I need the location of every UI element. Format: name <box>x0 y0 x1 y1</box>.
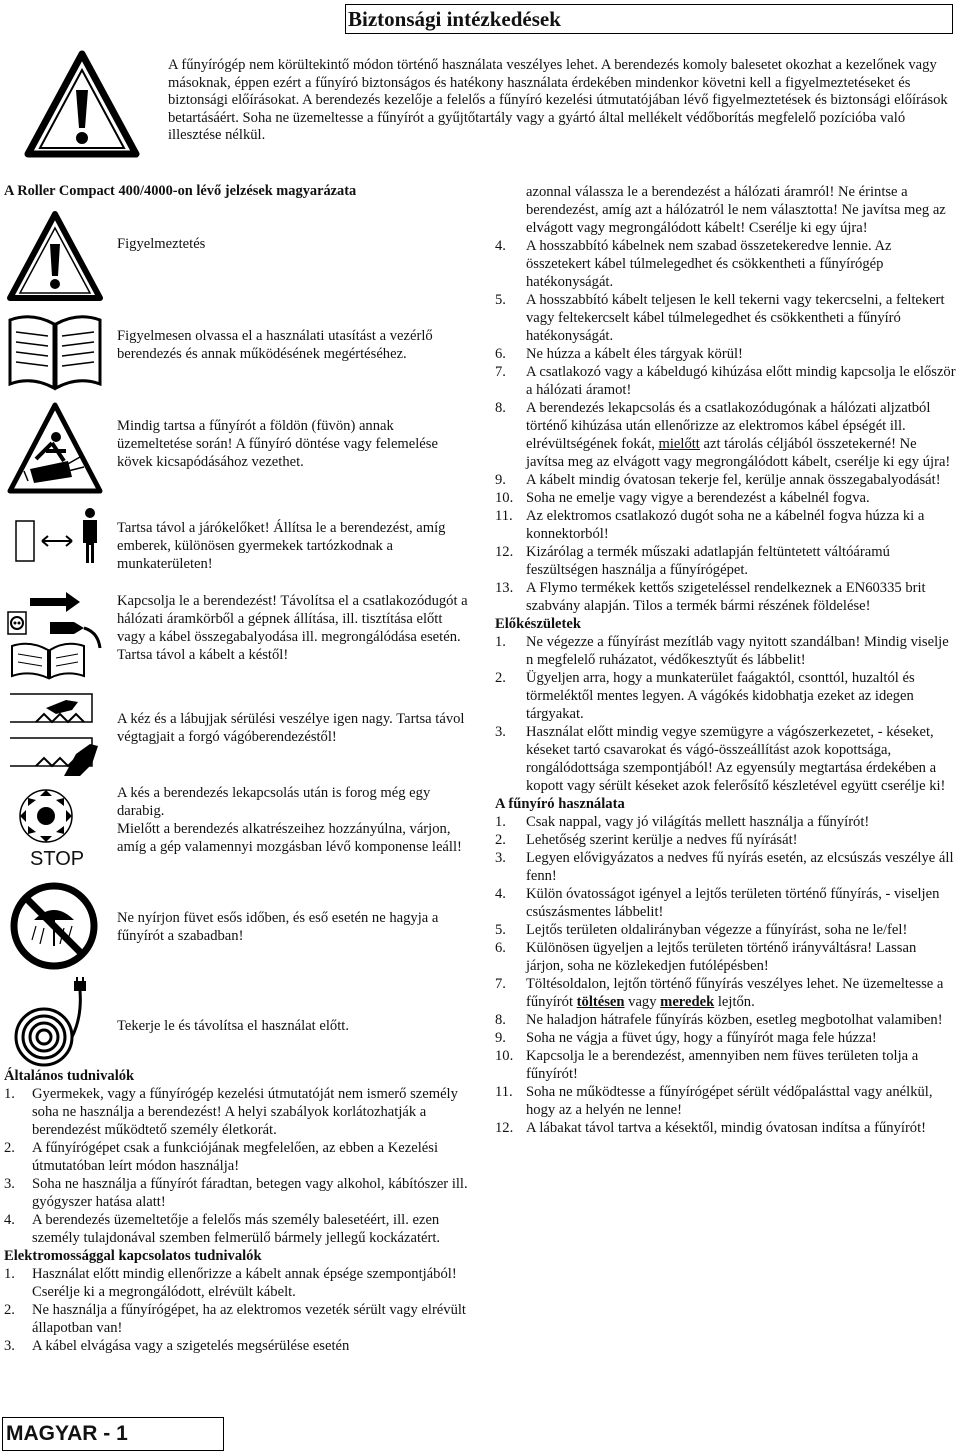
list-item: 9. A kábelt mindig óvatosan tekerje fel, kerülje annak összegabalyodását! <box>495 472 941 488</box>
page-title: Biztonsági intézkedések <box>348 7 561 31</box>
symbol-text: Ne nyírjon füvet esős időben, és eső esetén ne hagyja a fűnyírót a szabadban! <box>117 910 439 944</box>
warning-triangle-icon <box>6 210 104 302</box>
list-item: 12. Kizárólag a termék műszaki adatlapján feltüntetett váltóáramú feszültségen használja a fűnyírógépet. <box>495 544 890 578</box>
list-item: 1. Használat előtt mindig ellenőrizze a kábelt annak épsége szempontjából! Cserélje ki a megrongálódott, elrévült kábelt. <box>4 1266 457 1300</box>
no-rain-icon <box>6 880 104 972</box>
warning-triangle-icon <box>24 50 140 158</box>
symbol-text: Mindig tartsa a fűnyírót a földön (füvön) annak üzemeltetése során! A fűnyíró döntése vagy felemelése kövek kicsapódásához vezethet. <box>117 418 438 470</box>
list-item: 11. Soha ne működtesse a fűnyírógépet sérült védőpalásttal vagy anélkül, hogy az a helyén ne lenne! <box>495 1084 933 1118</box>
list-item: 1. Csak nappal, vagy jó világítás mellett használja a fűnyírót! <box>495 814 870 830</box>
list-item: 7. Töltésoldalon, lejtőn történő fűnyírás veszélyes lehet. Ne üzemeltesse a fűnyírót töltésen vagy meredek lejtőn. <box>495 976 944 1010</box>
electrical-heading: Elektromossággal kapcsolatos tudnivalók <box>4 1248 262 1264</box>
symbol-text: A kéz és a lábujjak sérülési veszélye igen nagy. Tartsa távol végtagjait a forgó vágóberendezéstől! <box>117 711 465 745</box>
usage-list <box>495 813 957 1137</box>
symbol-text: Kapcsolja le a berendezést! Távolítsa el a csatlakozódugót a hálózati áramkörből a gépnek állítása, ill. tisztítása előtt vagy a kábel összegabalyodása ill. megrongálódása esetén. Tartsa távol a kábelt a késtől! <box>117 593 468 663</box>
list-item: 5. A hosszabbító kábelt teljesen le kell tekerni vagy tekercselni, a feltekert vagy feltekercselt kábel túlmelegedhet és csökkentheti a fűnyíró hatékonyságát. <box>495 292 945 344</box>
list-item: 2. Lehetőség szerint kerülje a nedves fű nyírását! <box>495 832 798 848</box>
electrical-continuation: azonnal válassza le a berendezést a hálózati áramról! Ne érintse a berendezést, amíg azt a hálózatról le nem választotta! Ne javítsa meg az elvágott vagy megrongálódott kábelt! Cserélje ki egy újra! <box>526 184 946 236</box>
list-item: 7. A csatlakozó vagy a kábeldugó kihúzása előtt mindig kapcsolja le először a hálózati áramot! <box>495 364 956 398</box>
symbol-text: Tartsa távol a járókelőket! Állítsa le a berendezést, amíg emberek, különösen gyermekek tartózkodnak a munkaterületen! <box>117 520 446 572</box>
intro-block <box>168 57 958 145</box>
bystander-distance-icon <box>6 505 104 565</box>
list-item: 2. Ügyeljen arra, hogy a munkaterület faágaktól, csonttól, huzaltól és törmeléktől mentes legyen. A vágókés kidobhatja ezeket az idegen tárgyakat. <box>495 670 915 722</box>
general-section <box>4 1067 482 1355</box>
tipping-hazard-icon <box>6 401 104 496</box>
coiled-cable-icon <box>6 977 104 1069</box>
symbol-text: Tekerje le és távolítsa el használat előtt. <box>117 1018 349 1034</box>
stop-label: STOP <box>30 848 85 870</box>
list-item: 2. A fűnyírógépet csak a funkciójának megfelelően, az ebben a Kezelési útmutatóban leírt módon használja! <box>4 1140 439 1174</box>
list-item: 4. Külön óvatosságot igényel a lejtős területen történő fűnyírás, - viseljen csúszásmentes lábbelit! <box>495 886 940 920</box>
list-item: 13. A Flymo termékek kettős szigeteléssel rendelkeznek a EN60335 brit szabvány alapján. Tilos a termék bármi részének földelése! <box>495 580 926 614</box>
footer-box <box>2 1417 224 1451</box>
symbol-text: Figyelmesen olvassa el a használati utasítást a vezérlő berendezés és annak működésének megértéséhez. <box>117 328 433 362</box>
general-list <box>4 1085 482 1247</box>
title-box <box>345 4 953 34</box>
list-item: 1. Ne végezze a fűnyírást mezítláb vagy nyitott szandálban! Mindig viselje n megfelelő ruházatot, védőkesztyűt és lábbelit! <box>495 634 949 668</box>
preparation-heading: Előkészületek <box>495 616 581 632</box>
right-column <box>495 183 957 1137</box>
blade-hand-foot-icon <box>6 688 104 780</box>
unplug-before-maintenance-icon <box>6 588 104 680</box>
electrical-list <box>4 1265 482 1355</box>
list-item: 10. Soha ne emelje vagy vigye a berendezést a kábelnél fogva. <box>495 490 870 506</box>
list-item: 9. Soha ne vágja a füvet úgy, hogy a fűnyírót maga fele húzza! <box>495 1030 877 1046</box>
intro-text: A fűnyírógép nem körültekintő módon történő használata veszélyes lehet. A berendezés komoly balesetet okozhat a kezelőnek vagy másoknak, éppen ezért a fűnyíró biztonságos és hatékony használata érdekében mindenkor követni kell a figyelmeztetéseket és biztonsági előírásokat. A berendezés kezelője a felelős a fűnyíró kezelési útmutatójában lévő figyelmeztetések és biztonsági előírások betartásáért. Soha ne üzemeltesse a fűnyírót a gyűjtőtartály vagy a gyártó által mellékelt védőborítás megfelelő pozícióba való illesztése nélkül. <box>168 57 948 144</box>
list-item: 11. Az elektromos csatlakozó dugót soha ne a kábelnél fogva húzza ki a konnektorból! <box>495 508 925 542</box>
list-item: 5. Lejtős területen oldalirányban végezze a fűnyírást, soha ne le/fel! <box>495 922 908 938</box>
list-item: 1. Gyermekek, vagy a fűnyírógép kezelési útmutatóját nem ismerő személy soha ne használja a berendezést! A helyi szabályok korlátozhatják a berendezést működtető személy életkorát. <box>4 1086 458 1138</box>
list-item: 3. Soha ne használja a fűnyírót fáradtan, betegen vagy alkohol, kábítószer ill. gyógyszer hatása alatt! <box>4 1176 468 1210</box>
electrical-list-continued <box>495 237 957 615</box>
open-book-icon <box>6 310 104 392</box>
symbol-text: A kés a berendezés lekapcsolás után is forog még egy darabig. Mielőtt a berendezés alkatrészeihez hozzányúlna, várjon, amíg a gép valamennyi mozgásban lévő komponense leáll! <box>117 785 462 855</box>
symbol-text: Figyelmeztetés <box>117 236 206 252</box>
list-item: 12. A lábakat távol tartva a késektől, mindig óvatosan indítsa a fűnyírót! <box>495 1120 927 1136</box>
general-heading: Általános tudnivalók <box>4 1068 135 1084</box>
list-item: 8. A berendezés lekapcsolás és a csatlakozódugónak a hálózati aljzatból történő kihúzása után ellenőrizze az elektromos kábel épségét ill. elrévültségének fokát, mielőtt azt tárolás céljából összetekerné! Ne javítsa meg az elvágott vagy megrongálódott kábelt, cserélje ki egy újra! <box>495 400 951 470</box>
list-item: 8. Ne haladjon hátrafele fűnyírás közben, esetleg megbotolhat valamiben! <box>495 1012 943 1028</box>
list-item: 6. Különösen ügyeljen a lejtős területen történő irányváltásra! Lassan járjon, soha ne közlekedjen futólépésben! <box>495 940 917 974</box>
list-item: 4. A hosszabbító kábelnek nem szabad összetekeredve lennie. Az összetekert kábel túlmelegedhet és csökkentheti a fűnyírógép hatékonyságát. <box>495 238 892 290</box>
preparation-list <box>495 633 957 795</box>
list-item: 3. A kábel elvágása vagy a szigetelés megsérülése esetén <box>4 1338 350 1354</box>
symbols-section <box>4 182 484 200</box>
usage-heading: A fűnyíró használata <box>495 796 625 812</box>
list-item: 6. Ne húzza a kábelt éles tárgyak körül! <box>495 346 743 362</box>
list-item: 3. Használat előtt mindig vegye szemügyre a vágószerkezetet, - késeket, késeket tartó csavarokat és vágó-összeállítást azok kopottsága, rongálódottsága szempontjából! Az egyensúly megtartása érdekében a kopott vagy sérült késeket azok felerősítő készletével együtt cserélje ki! <box>495 724 946 794</box>
list-item: 4. A berendezés üzemeltetője a felelős más személy balesetéért, ill. ezen személy tulajdonával szemben felmerülő bármely jellegű kockázatért. <box>4 1212 441 1246</box>
list-item: 3. Legyen elővigyázatos a nedves fű nyírás esetén, az elcsúszás veszélye áll fenn! <box>495 850 954 884</box>
list-item: 10. Kapcsolja le a berendezést, amennyiben nem füves területen tolja a fűnyírót! <box>495 1048 919 1082</box>
symbols-heading: A Roller Compact 400/4000-on lévő jelzések magyarázata <box>4 183 357 199</box>
list-item: 2. Ne használja a fűnyírógépet, ha az elektromos vezeték sérült vagy elrévült állapotban van! <box>4 1302 466 1336</box>
page-footer-label: MAGYAR - 1 <box>6 1422 128 1445</box>
